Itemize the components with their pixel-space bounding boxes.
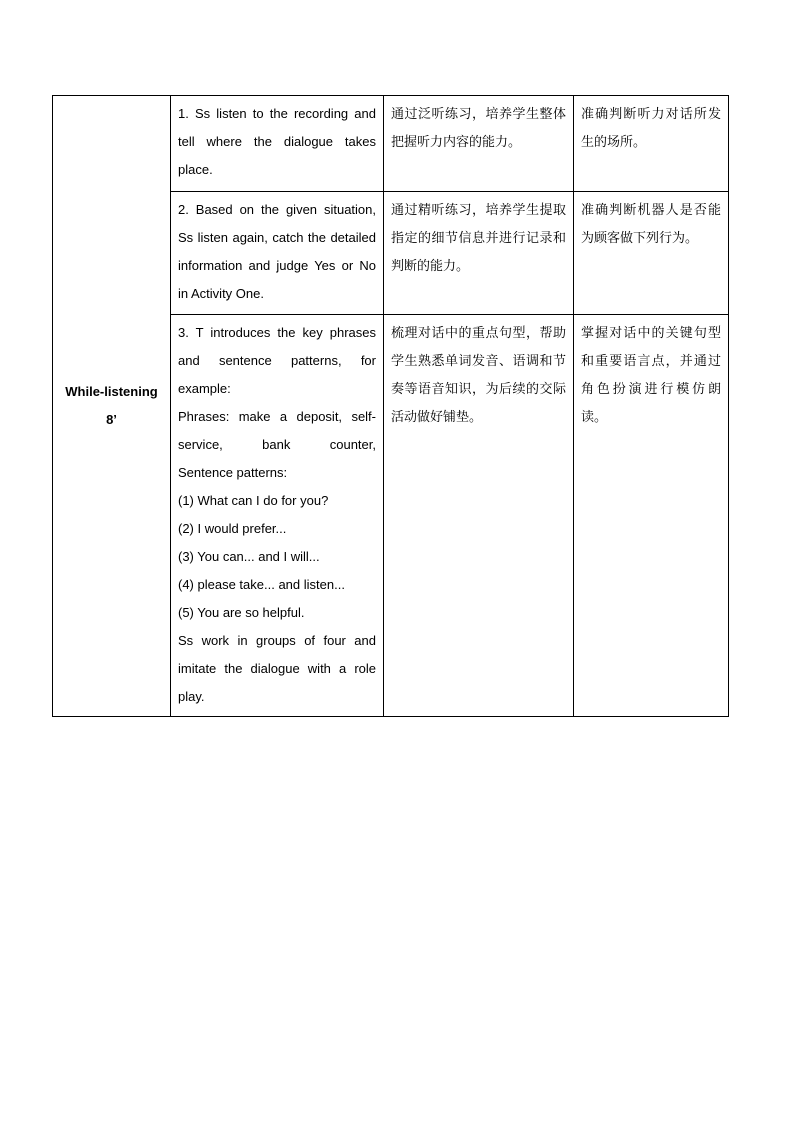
purpose-text: 通过泛听练习，培养学生整体把握听力内容的能力。 (391, 106, 566, 149)
goal-text: 准确判断听力对话所发生的场所。 (581, 106, 721, 149)
table-row (53, 96, 729, 192)
goal-cell (574, 192, 729, 315)
goal-text: 准确判断机器人是否能为顾客做下列行为。 (581, 202, 721, 245)
activity-text: (4) please take... and listen... (178, 577, 345, 592)
goal-cell (574, 315, 729, 717)
purpose-cell (384, 315, 574, 717)
activity-text: Ss work in groups of four and imitate the dialogue with a role play. (178, 633, 376, 704)
purpose-cell (384, 192, 574, 315)
activity-text: (3) You can... and I will... (178, 549, 320, 564)
activity-cell (171, 192, 384, 315)
goal-cell (574, 96, 729, 192)
activity-text: (2) I would prefer... (178, 521, 287, 536)
activity-text: (1) What can I do for you? (178, 493, 329, 508)
purpose-text: 通过精听练习，培养学生提取指定的细节信息并进行记录和判断的能力。 (391, 202, 566, 273)
stage-cell (53, 96, 171, 717)
activity-text: 3. T introduces the key phrases and sentence patterns, for example: (178, 325, 376, 396)
stage-name: While-listening (65, 384, 158, 399)
activity-text: 2. Based on the given situation, Ss listen again, catch the detailed information and judge Yes or No in Activity One. (178, 202, 376, 301)
purpose-text: 梳理对话中的重点句型，帮助学生熟悉单词发音、语调和节奏等语音知识，为后续的交际活动做好铺垫。 (391, 325, 566, 424)
lesson-plan-table (52, 95, 729, 717)
activity-cell (171, 315, 384, 717)
purpose-cell (384, 96, 574, 192)
activity-text: 1. Ss listen to the recording and tell where the dialogue takes place. (178, 106, 376, 177)
goal-text: 掌握对话中的关键句型和重要语言点，并通过角色扮演进行模仿朗读。 (581, 325, 721, 424)
activity-text: Phrases: make a deposit, self-service, bank counter, (178, 409, 376, 452)
activity-text: Sentence patterns: (178, 465, 288, 480)
stage-duration: 8’ (106, 412, 117, 427)
activity-cell (171, 96, 384, 192)
activity-text: (5) You are so helpful. (178, 605, 305, 620)
